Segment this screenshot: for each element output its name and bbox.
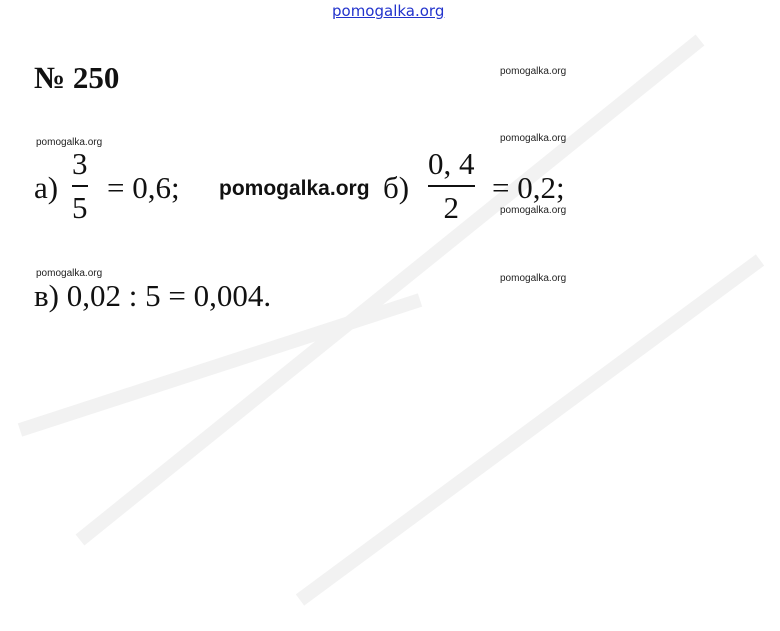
problem-b-result: = 0,2; [492,170,565,205]
problem-a-numerator: 3 [72,146,88,181]
fraction-bar [72,185,88,187]
problem-a-result: = 0,6; [107,170,180,205]
fraction-bar [428,185,475,187]
problem-b-numerator: 0, 4 [428,146,475,181]
watermark-text: pomogalka.org [500,273,567,284]
watermark-text: pomogalka.org [36,137,103,148]
problem-b-fraction [428,146,475,226]
problem-a-denominator: 5 [72,189,88,225]
problem-c-expression: 0,02 : 5 = 0,004. [66,278,272,313]
problem-c-label: в) [34,278,59,313]
watermark-text: pomogalka.org [500,205,567,216]
problem-a-label: а) [34,170,59,205]
problem-a-fraction [72,146,88,226]
problem-number-heading: № 250 [34,60,120,95]
watermark-text-large: pomogalka.org [219,177,370,200]
watermark-text: pomogalka.org [36,268,103,279]
problem-c-line [34,278,271,314]
watermark-text: pomogalka.org [500,133,567,144]
watermark-text: pomogalka.org [500,66,567,77]
problem-b-label: б) [383,170,410,205]
site-link[interactable]: pomogalka.org [332,2,445,20]
problem-b-denominator: 2 [443,189,459,225]
